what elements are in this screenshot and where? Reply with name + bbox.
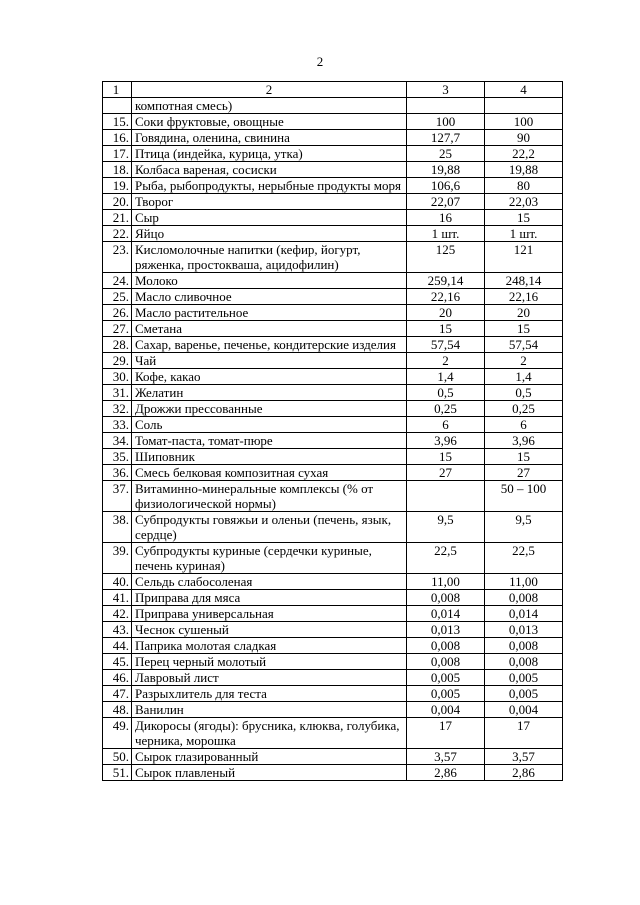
product-name-cell: компотная смесь) xyxy=(132,98,407,114)
value-col-4-cell: 17 xyxy=(485,718,563,749)
product-name-cell: Приправа универсальная xyxy=(132,606,407,622)
table-row xyxy=(103,606,563,622)
value-col-3-cell: 57,54 xyxy=(407,337,485,353)
product-name-cell: Сырок глазированный xyxy=(132,749,407,765)
value-col-3-cell: 16 xyxy=(407,210,485,226)
product-name-cell: Субпродукты куриные (сердечки куриные, печень куриная) xyxy=(132,543,407,574)
row-number-cell: 49. xyxy=(103,718,132,749)
product-name-cell: Кофе, какао xyxy=(132,369,407,385)
value-col-4-cell: 22,16 xyxy=(485,289,563,305)
value-col-3-cell: 17 xyxy=(407,718,485,749)
value-col-3-cell: 0,008 xyxy=(407,654,485,670)
product-name-cell: Колбаса вареная, сосиски xyxy=(132,162,407,178)
table-row xyxy=(103,273,563,289)
product-name-cell: Сыр xyxy=(132,210,407,226)
product-name-cell: Лавровый лист xyxy=(132,670,407,686)
product-name-cell: Дрожжи прессованные xyxy=(132,401,407,417)
value-col-4-cell: 3,96 xyxy=(485,433,563,449)
product-name-cell: Желатин xyxy=(132,385,407,401)
row-number-cell: 46. xyxy=(103,670,132,686)
product-name-cell: Масло растительное xyxy=(132,305,407,321)
table-row xyxy=(103,765,563,781)
value-col-3-cell: 0,004 xyxy=(407,702,485,718)
row-number-cell: 30. xyxy=(103,369,132,385)
value-col-4-cell: 2,86 xyxy=(485,765,563,781)
value-col-4-cell: 2 xyxy=(485,353,563,369)
value-col-4-cell: 9,5 xyxy=(485,512,563,543)
table-row xyxy=(103,465,563,481)
value-col-4-cell: 57,54 xyxy=(485,337,563,353)
value-col-3-cell: 106,6 xyxy=(407,178,485,194)
value-col-4-cell: 11,00 xyxy=(485,574,563,590)
table-row xyxy=(103,146,563,162)
product-name-cell: Витаминно-минеральные комплексы (% от физиологической нормы) xyxy=(132,481,407,512)
header-col-3: 3 xyxy=(407,82,485,98)
table-row xyxy=(103,512,563,543)
table-row xyxy=(103,305,563,321)
product-name-cell: Рыба, рыбопродукты, нерыбные продукты моря xyxy=(132,178,407,194)
product-name-cell: Субпродукты говяжьи и оленьи (печень, язык, сердце) xyxy=(132,512,407,543)
value-col-3-cell: 15 xyxy=(407,449,485,465)
table-row xyxy=(103,749,563,765)
value-col-4-cell: 80 xyxy=(485,178,563,194)
value-col-4-cell: 0,008 xyxy=(485,654,563,670)
row-number-cell: 36. xyxy=(103,465,132,481)
table-row xyxy=(103,242,563,273)
row-number-cell: 48. xyxy=(103,702,132,718)
value-col-4-cell: 3,57 xyxy=(485,749,563,765)
table-row xyxy=(103,654,563,670)
product-name-cell: Сырок плавленый xyxy=(132,765,407,781)
product-name-cell: Кисломолочные напитки (кефир, йогурт, ряженка, простокваша, ацидофилин) xyxy=(132,242,407,273)
value-col-3-cell: 3,57 xyxy=(407,749,485,765)
value-col-4-cell: 90 xyxy=(485,130,563,146)
value-col-4-cell: 22,5 xyxy=(485,543,563,574)
product-name-cell: Перец черный молотый xyxy=(132,654,407,670)
table-row xyxy=(103,670,563,686)
row-number-cell: 38. xyxy=(103,512,132,543)
row-number-cell: 23. xyxy=(103,242,132,273)
value-col-4-cell: 27 xyxy=(485,465,563,481)
value-col-4-cell: 15 xyxy=(485,321,563,337)
row-number-cell: 41. xyxy=(103,590,132,606)
value-col-3-cell: 22,16 xyxy=(407,289,485,305)
product-name-cell: Томат-паста, томат-пюре xyxy=(132,433,407,449)
row-number-cell: 45. xyxy=(103,654,132,670)
value-col-4-cell: 15 xyxy=(485,449,563,465)
product-name-cell: Яйцо xyxy=(132,226,407,242)
row-number-cell: 51. xyxy=(103,765,132,781)
value-col-3-cell: 0,005 xyxy=(407,686,485,702)
row-number-cell: 20. xyxy=(103,194,132,210)
product-name-cell: Приправа для мяса xyxy=(132,590,407,606)
row-number-cell: 43. xyxy=(103,622,132,638)
row-number-cell: 15. xyxy=(103,114,132,130)
row-number-cell: 34. xyxy=(103,433,132,449)
row-number-cell: 16. xyxy=(103,130,132,146)
value-col-4-cell: 0,004 xyxy=(485,702,563,718)
row-number-cell: 18. xyxy=(103,162,132,178)
product-name-cell: Соки фруктовые, овощные xyxy=(132,114,407,130)
table-row xyxy=(103,702,563,718)
value-col-3-cell: 0,008 xyxy=(407,590,485,606)
product-name-cell: Дикоросы (ягоды): брусника, клюква, голубика, черника, морошка xyxy=(132,718,407,749)
value-col-3-cell: 27 xyxy=(407,465,485,481)
row-number-cell: 33. xyxy=(103,417,132,433)
value-col-3-cell: 19,88 xyxy=(407,162,485,178)
food-norms-table xyxy=(102,81,563,781)
product-name-cell: Птица (индейка, курица, утка) xyxy=(132,146,407,162)
product-name-cell: Сметана xyxy=(132,321,407,337)
row-number-cell: 50. xyxy=(103,749,132,765)
table-row xyxy=(103,210,563,226)
row-number-cell: 32. xyxy=(103,401,132,417)
row-number-cell: 26. xyxy=(103,305,132,321)
value-col-3-cell: 25 xyxy=(407,146,485,162)
table-row xyxy=(103,638,563,654)
table-row xyxy=(103,226,563,242)
value-col-3-cell: 127,7 xyxy=(407,130,485,146)
product-name-cell: Творог xyxy=(132,194,407,210)
value-col-4-cell: 0,25 xyxy=(485,401,563,417)
table-row xyxy=(103,98,563,114)
row-number-cell xyxy=(103,98,132,114)
table-row xyxy=(103,449,563,465)
value-col-4-cell: 0,5 xyxy=(485,385,563,401)
value-col-4-cell: 19,88 xyxy=(485,162,563,178)
product-name-cell: Разрыхлитель для теста xyxy=(132,686,407,702)
row-number-cell: 35. xyxy=(103,449,132,465)
product-name-cell: Паприка молотая сладкая xyxy=(132,638,407,654)
row-number-cell: 22. xyxy=(103,226,132,242)
value-col-3-cell: 15 xyxy=(407,321,485,337)
value-col-4-cell: 15 xyxy=(485,210,563,226)
product-name-cell: Шиповник xyxy=(132,449,407,465)
product-name-cell: Смесь белковая композитная сухая xyxy=(132,465,407,481)
row-number-cell: 25. xyxy=(103,289,132,305)
value-col-4-cell: 100 xyxy=(485,114,563,130)
value-col-3-cell: 259,14 xyxy=(407,273,485,289)
value-col-4-cell xyxy=(485,98,563,114)
table-row xyxy=(103,337,563,353)
value-col-3-cell: 3,96 xyxy=(407,433,485,449)
value-col-3-cell: 22,5 xyxy=(407,543,485,574)
row-number-cell: 27. xyxy=(103,321,132,337)
product-name-cell: Ванилин xyxy=(132,702,407,718)
row-number-cell: 17. xyxy=(103,146,132,162)
value-col-3-cell: 100 xyxy=(407,114,485,130)
row-number-cell: 39. xyxy=(103,543,132,574)
table-row xyxy=(103,686,563,702)
value-col-4-cell: 0,008 xyxy=(485,638,563,654)
table-row xyxy=(103,353,563,369)
value-col-4-cell: 6 xyxy=(485,417,563,433)
value-col-3-cell: 0,013 xyxy=(407,622,485,638)
row-number-cell: 47. xyxy=(103,686,132,702)
table-row xyxy=(103,433,563,449)
product-name-cell: Сельдь слабосоленая xyxy=(132,574,407,590)
row-number-cell: 42. xyxy=(103,606,132,622)
table-row xyxy=(103,718,563,749)
value-col-3-cell: 0,014 xyxy=(407,606,485,622)
table-row xyxy=(103,289,563,305)
value-col-4-cell: 121 xyxy=(485,242,563,273)
row-number-cell: 44. xyxy=(103,638,132,654)
value-col-4-cell: 22,2 xyxy=(485,146,563,162)
value-col-3-cell: 11,00 xyxy=(407,574,485,590)
row-number-cell: 28. xyxy=(103,337,132,353)
row-number-cell: 29. xyxy=(103,353,132,369)
value-col-4-cell: 0,013 xyxy=(485,622,563,638)
value-col-4-cell: 22,03 xyxy=(485,194,563,210)
table-row xyxy=(103,194,563,210)
table-row xyxy=(103,417,563,433)
row-number-cell: 24. xyxy=(103,273,132,289)
row-number-cell: 37. xyxy=(103,481,132,512)
value-col-4-cell: 1,4 xyxy=(485,369,563,385)
product-name-cell: Чай xyxy=(132,353,407,369)
value-col-3-cell: 125 xyxy=(407,242,485,273)
value-col-3-cell: 1 шт. xyxy=(407,226,485,242)
product-name-cell: Соль xyxy=(132,417,407,433)
value-col-3-cell: 0,005 xyxy=(407,670,485,686)
value-col-4-cell: 0,008 xyxy=(485,590,563,606)
value-col-3-cell xyxy=(407,481,485,512)
value-col-4-cell: 248,14 xyxy=(485,273,563,289)
value-col-3-cell: 1,4 xyxy=(407,369,485,385)
value-col-3-cell: 22,07 xyxy=(407,194,485,210)
product-name-cell: Масло сливочное xyxy=(132,289,407,305)
header-col-1: 1 xyxy=(103,82,132,98)
value-col-3-cell: 20 xyxy=(407,305,485,321)
table-row xyxy=(103,321,563,337)
table-row xyxy=(103,130,563,146)
table-row xyxy=(103,385,563,401)
row-number-cell: 21. xyxy=(103,210,132,226)
value-col-4-cell: 0,005 xyxy=(485,670,563,686)
table-header-row xyxy=(103,82,563,98)
row-number-cell: 40. xyxy=(103,574,132,590)
table-row xyxy=(103,574,563,590)
table-row xyxy=(103,543,563,574)
header-col-2: 2 xyxy=(132,82,407,98)
value-col-3-cell: 0,5 xyxy=(407,385,485,401)
table-row xyxy=(103,178,563,194)
value-col-3-cell: 9,5 xyxy=(407,512,485,543)
page-number: 2 xyxy=(316,54,324,69)
table-row xyxy=(103,481,563,512)
table-row xyxy=(103,622,563,638)
value-col-4-cell: 50 – 100 xyxy=(485,481,563,512)
product-name-cell: Молоко xyxy=(132,273,407,289)
product-name-cell: Говядина, оленина, свинина xyxy=(132,130,407,146)
value-col-4-cell: 20 xyxy=(485,305,563,321)
value-col-3-cell: 6 xyxy=(407,417,485,433)
value-col-3-cell: 2 xyxy=(407,353,485,369)
value-col-3-cell xyxy=(407,98,485,114)
value-col-4-cell: 0,005 xyxy=(485,686,563,702)
table-row xyxy=(103,590,563,606)
value-col-3-cell: 2,86 xyxy=(407,765,485,781)
table-row xyxy=(103,162,563,178)
row-number-cell: 19. xyxy=(103,178,132,194)
value-col-3-cell: 0,25 xyxy=(407,401,485,417)
table-row xyxy=(103,369,563,385)
table-row xyxy=(103,401,563,417)
header-col-4: 4 xyxy=(485,82,563,98)
value-col-3-cell: 0,008 xyxy=(407,638,485,654)
product-name-cell: Сахар, варенье, печенье, кондитерские изделия xyxy=(132,337,407,353)
row-number-cell: 31. xyxy=(103,385,132,401)
product-name-cell: Чеснок сушеный xyxy=(132,622,407,638)
table-row xyxy=(103,114,563,130)
value-col-4-cell: 0,014 xyxy=(485,606,563,622)
value-col-4-cell: 1 шт. xyxy=(485,226,563,242)
